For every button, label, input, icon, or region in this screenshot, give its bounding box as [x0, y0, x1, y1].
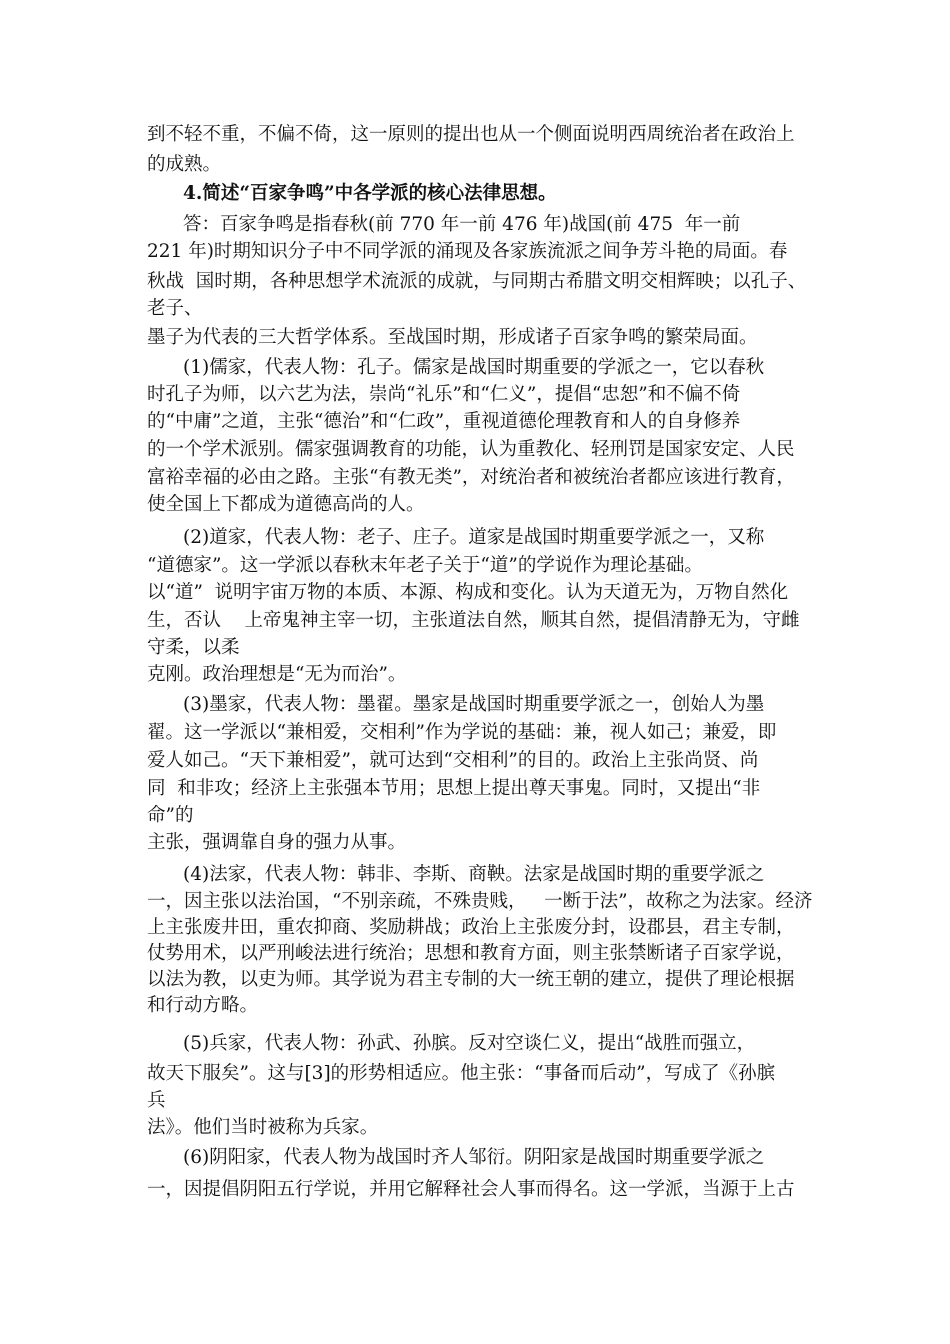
text-line: 以法为教，以吏为师。其学说为君主专制的大一统王朝的建立，提供了理论根据 [147, 969, 795, 990]
text-line: 一，因提倡阴阳五行学说，并用它解释社会人事而得名。这一学派，当源于上古 [147, 1179, 795, 1200]
text-line: 的成熟。 [147, 154, 222, 175]
text-line: 翟。这一学派以“兼相爱，交相利”作为学说的基础：兼，视人如己；兼爱，即 [147, 722, 777, 743]
text-line: 使全国上下都成为道德高尚的人。 [147, 494, 425, 515]
text-line: 兵 [147, 1090, 166, 1111]
text-line: 和行动方略。 [147, 995, 259, 1016]
text-line: 的“中庸”之道，主张“德治”和“仁政”，重视道德伦理教育和人的自身修养 [147, 411, 741, 432]
text-line: 老子、 [147, 298, 203, 319]
text-line: 一，因主张以法治国，“不别亲疏，不殊贵贱， 一断于法”，故称之为法家。经济 [147, 891, 813, 912]
text-line: 富裕幸福的必由之路。主张“有教无类”，对统治者和被统治者都应该进行教育， [147, 467, 795, 488]
text-line: 时孔子为师，以六艺为法，崇尚“礼乐”和“仁义”，提倡“忠恕”和不偏不倚 [147, 384, 741, 405]
question-heading: 4.简述“百家争鸣”中各学派的核心法律思想。 [183, 183, 557, 204]
text-line: (5)兵家，代表人物：孙武、孙膑。反对空谈仁义，提出“战胜而强立， [183, 1033, 756, 1054]
text-line: (4)法家，代表人物：韩非、李斯、商鞅。法家是战国时期的重要学派之 [183, 864, 765, 885]
text-line: 上主张废井田，重农抑商、奖励耕战；政治上主张废分封，设郡县，君主专制， [147, 917, 795, 938]
text-line: 主张，强调靠自身的强力从事。 [147, 832, 407, 853]
text-line: 爱人如己。“天下兼相爱”，就可达到“交相利”的目的。政治上主张尚贤、尚 [147, 750, 759, 771]
text-line: 守柔，以柔 [147, 637, 240, 658]
text-line: 到不轻不重，不偏不倚，这一原则的提出也从一个侧面说明西周统治者在政治上 [147, 124, 795, 145]
text-line: (6)阴阳家，代表人物为战国时齐人邹衍。阴阳家是战国时期重要学派之 [183, 1147, 765, 1168]
text-line: (2)道家，代表人物：老子、庄子。道家是战国时期重要学派之一，又称 [183, 527, 765, 548]
text-line: 仗势用术，以严刑峻法进行统治；思想和教育方面，则主张禁断诸子百家学说， [147, 943, 795, 964]
text-line: 221 年)时期知识分子中不同学派的涌现及各家族流派之间争芳斗艳的局面。春 [147, 241, 788, 262]
text-line: 秋战 国时期，各种思想学术流派的成就，与同期古希腊文明交相辉映；以孔子、 [147, 271, 807, 292]
text-line: (3)墨家，代表人物：墨翟。墨家是战国时期重要学派之一，创始人为墨 [183, 694, 765, 715]
text-line: 同 和非攻；经济上主张强本节用；思想上提出尊天事鬼。同时，又提出“非 [147, 778, 761, 799]
text-line: 墨子为代表的三大哲学体系。至战国时期，形成诸子百家争鸣的繁荣局面。 [147, 327, 758, 348]
text-line: 生，否认 上帝鬼神主宰一切，主张道法自然，顺其自然，提倡清静无为，守雌 [147, 610, 800, 631]
text-line: 答：百家争鸣是指春秋(前 770 年一前 476 年)战国(前 475 年一前 [183, 214, 741, 235]
text-line: 法》。他们当时被称为兵家。 [147, 1117, 379, 1138]
text-line: 命”的 [147, 805, 194, 826]
text-line: 故天下服矣”。这与[3]的形势相适应。他主张：“事备而后动”，写成了《孙膑 [147, 1063, 776, 1084]
text-line: (1)儒家，代表人物：孔子。儒家是战国时期重要的学派之一，它以春秋 [183, 357, 765, 378]
text-line: 以“道” 说明宇宙万物的本质、本源、构成和变化。认为天道无为，万物自然化 [147, 582, 789, 603]
text-line: 克刚。政治理想是“无为而治”。 [147, 664, 407, 685]
text-line: “道德家”。这一学派以春秋末年老子关于“道”的学说作为理论基础。 [147, 555, 703, 576]
text-line: 的一个学术派别。儒家强调教育的功能，认为重教化、轻刑罚是国家安定、人民 [147, 439, 795, 460]
